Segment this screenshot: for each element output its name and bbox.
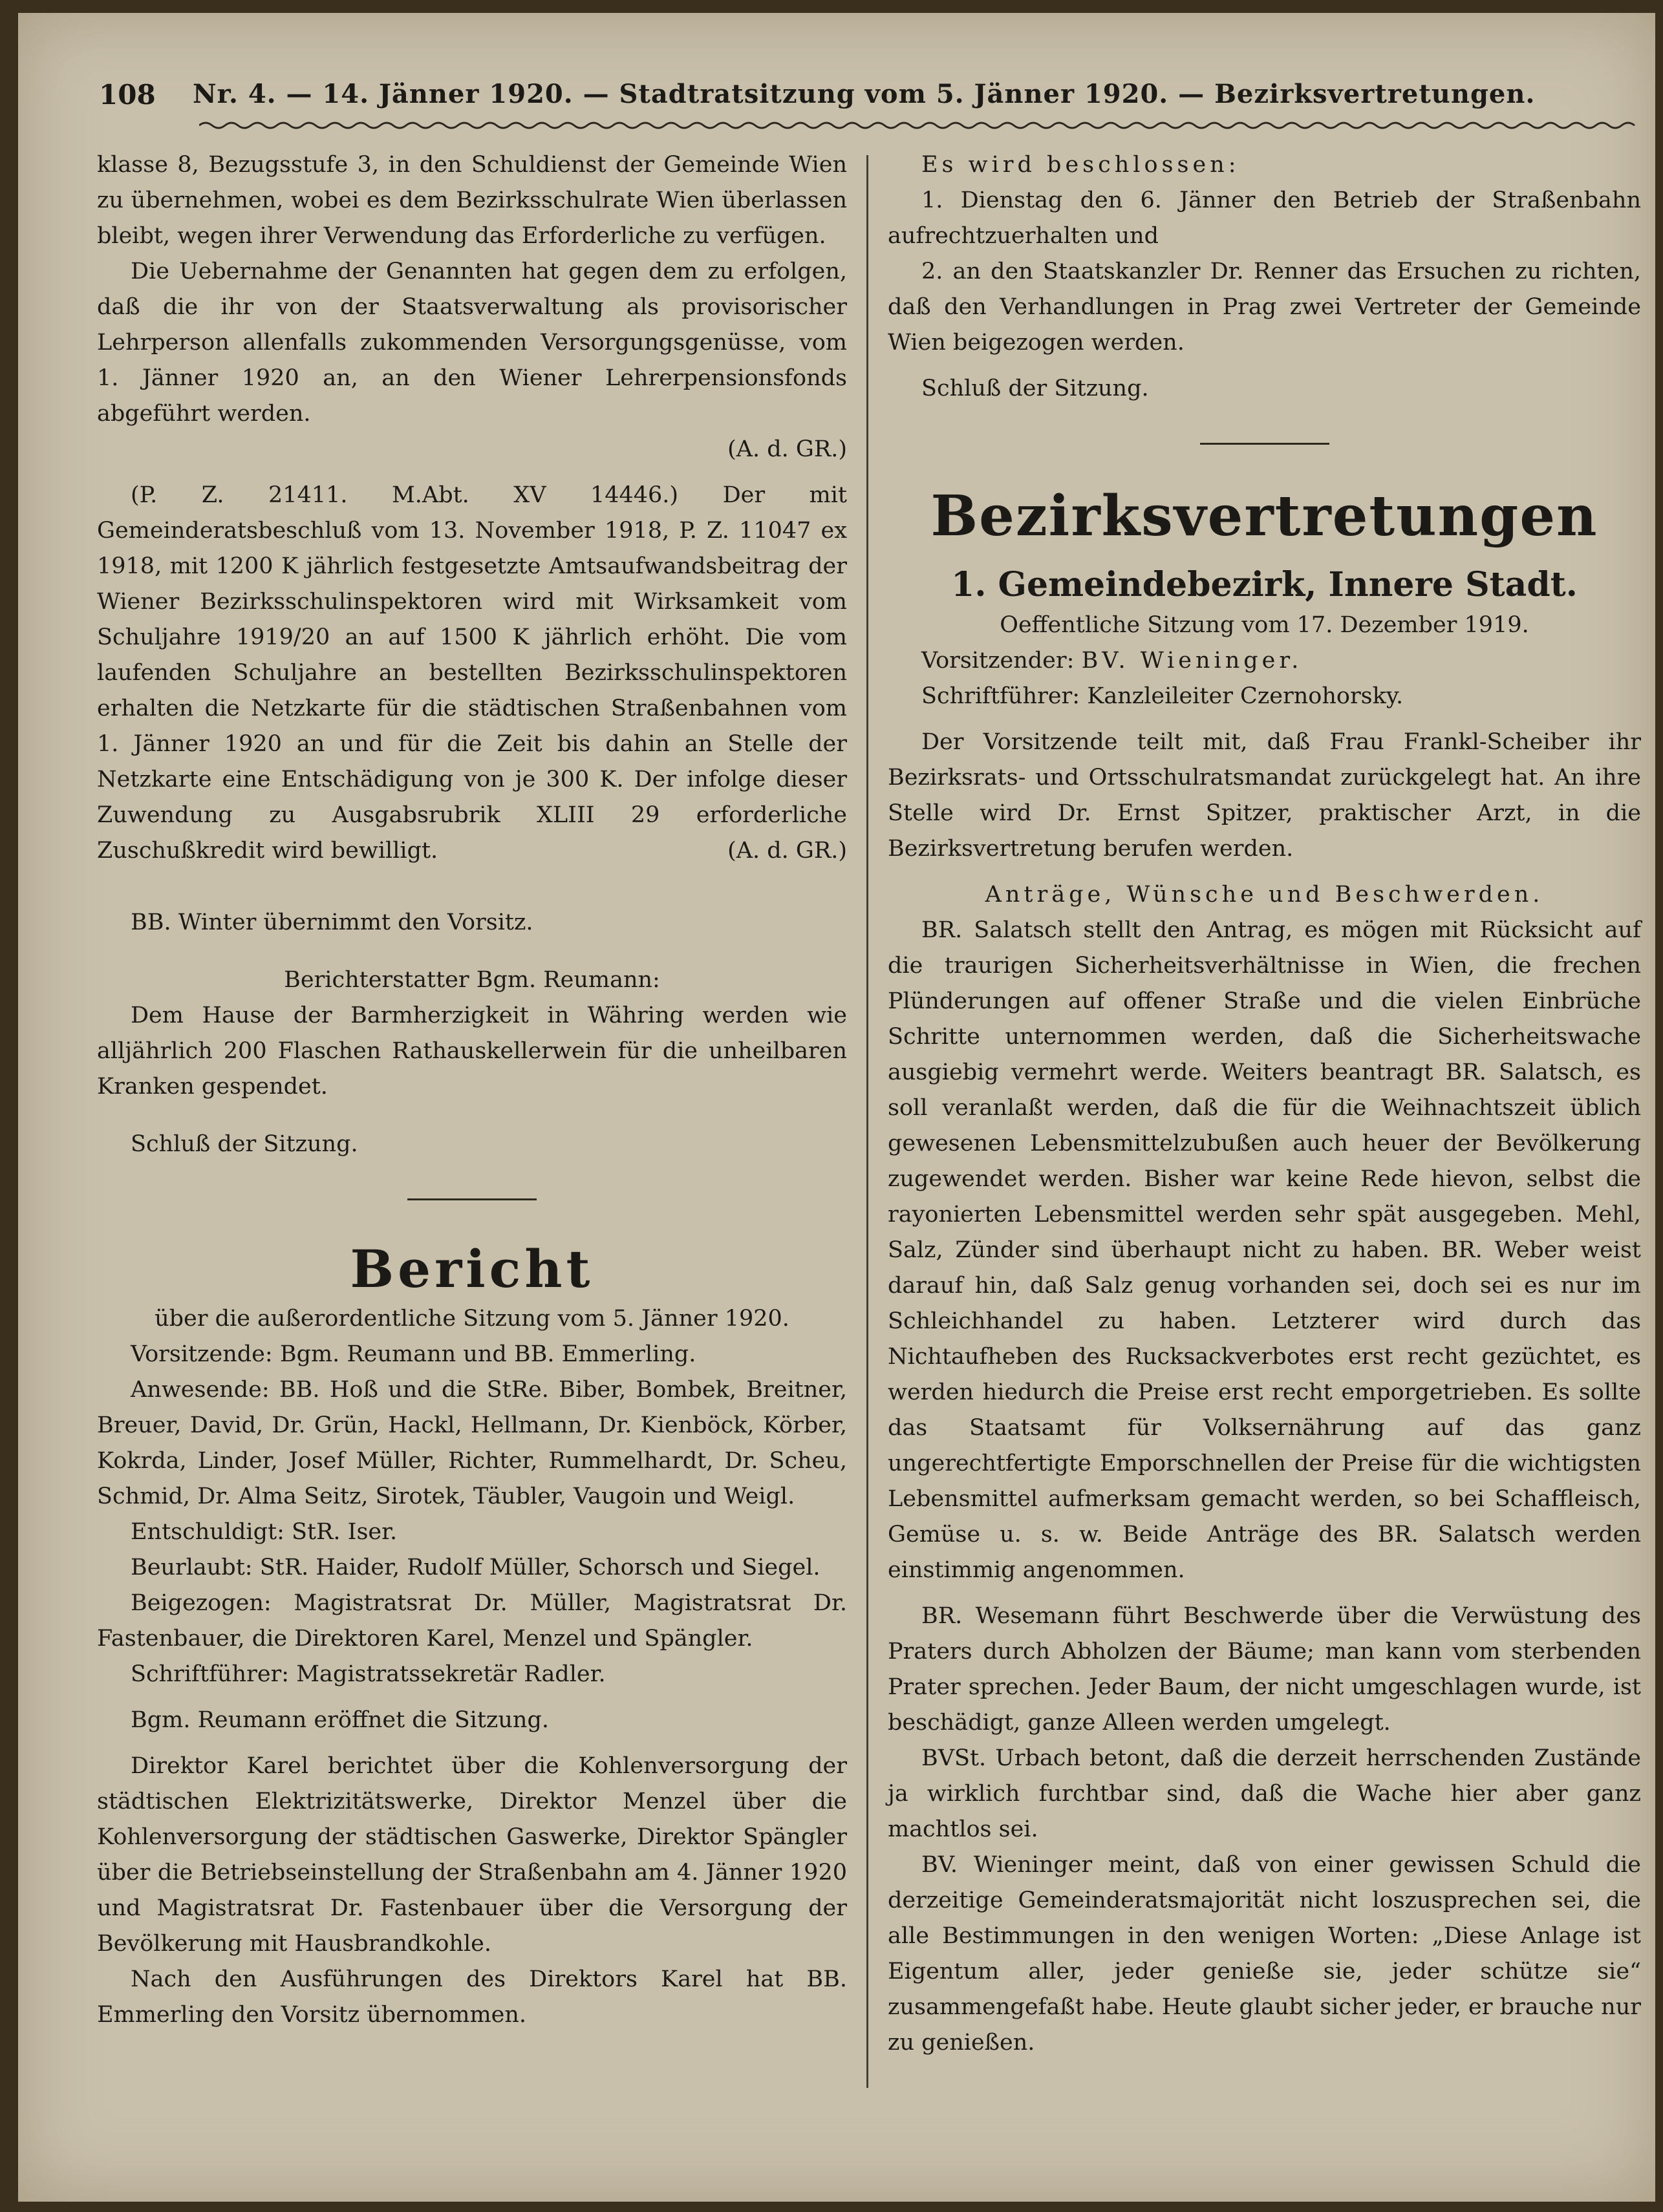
- column-divider: [866, 155, 868, 2088]
- value: Magistratssekretär Radler.: [296, 1661, 606, 1687]
- paragraph: BR. Salatsch stellt den Antrag, es mögen mit Rücksicht auf die traurigen Sicherheitsverhältnisse in Wien, die frechen Plünderungen auf offener Straße und die vielen Einbrüche Schritte unternommen werden, daß die Sicherheitswache ausgiebig vermehrt werde. Weiters beantragt BR. Salatsch, es soll veranlaßt werden, daß die für die Weihnachtszeit üblich gewesenen Lebensmittelzubußen auch heuer der Bevölkerung zugewendet werden. Bisher war keine Rede hievon, selbst die rayonierten Lebensmittel werden sehr spät ausgegeben. Mehl, Salz, Zünder sind überhaupt nicht zu haben. BR. Weber weist darauf hin, daß Salz genug vorhanden sei, doch sei es nur im Schleichhandel zu haben. Letzterer wird durch das Nichtaufheben des Rucksackverbotes erst recht gezüchtet, es werden hiedurch die Preise erst recht emporgetrieben. Es sollte das Staatsamt für Volksernährung auf das ganz ungerechtfertigte Emporschnellen der Preise für die wichtigsten Lebensmittel aufmerksam gemacht werden, so bei Schaffleisch, Gemüse u. s. w. Beide Anträge des BR. Salatsch werden einstimmig angenommen.: [888, 917, 1641, 1583]
- label: Schriftführer:: [131, 1661, 290, 1687]
- leave-line: [97, 1550, 847, 1586]
- paragraph-text: (P. Z. 21411. M.Abt. XV 14446.) Der mit Gemeinderatsbeschluß vom 13. November 1918, P. Z. 11047 ex 1918, mit 1200 K jährlich festgesetzte Amtsaufwandsbeitrag der Wiener Bezirksschulinspektoren wird mit Wirksamkeit vom Schuljahre 1919/20 an auf 1500 K jährlich erhöht. Die vom laufenden Schuljahre an bestellten Bezirksschulinspektoren erhalten die Netzkarte für die städtischen Straßenbahnen vom 1. Jänner 1920 an und für die Zeit bis dahin an Stelle der Netzkarte eine Entschädigung von je 300 K. Der infolge dieser Zuwendung zu Ausgabsrubrik XLIII 29 erforderliche Zuschußkredit wird bewilligt.: [97, 482, 847, 864]
- session-line: Oeffentliche Sitzung vom 17. Dezember 1919.: [1000, 612, 1529, 638]
- paragraph: BR. Wesemann führt Beschwerde über die Verwüstung des Praters durch Abholzen der Bäume; man kann vom sterbenden Prater sprechen. Jeder Baum, der nicht umgeschlagen wurde, ist beschädigt, ganze Alleen werden umgelegt.: [888, 1603, 1641, 1736]
- session-close: Schluß der Sitzung.: [921, 376, 1149, 401]
- report-title: Bericht: [350, 1239, 594, 1299]
- paragraph: Die Uebernahme der Genannten hat gegen dem zu erfolgen, daß die ihr von der Staatsverwaltung als provisorischer Lehrperson allenfalls zukommenden Versorgungsgenüsse, vom 1. Jänner 1920 an, an den Wiener Lehrerpensionsfonds abgeführt werden.: [97, 259, 847, 427]
- value: StR. Iser.: [292, 1519, 398, 1545]
- paragraph: BV. Wieninger meint, daß von einer gewissen Schuld die derzeitige Gemeinderatsmajorität nicht loszusprechen sei, die alle Bestimmungen in den wenigen Worten: „Diese Anlage ist Eigentum aller, jeder genieße sie, jeder schütze sie“ zusammengefaßt habe. Heute glaubt sicher jeder, er brauche nur zu genießen.: [888, 1852, 1641, 2056]
- paragraph: BB. Winter übernimmt den Vorsitz.: [131, 909, 533, 935]
- reference: (A. d. GR.): [727, 838, 847, 864]
- paragraph: klasse 8, Bezugsstufe 3, in den Schuldienst der Gemeinde Wien zu übernehmen, wobei es dem Bezirksschulrate Wien überlassen bleibt, wegen ihrer Verwendung das Erforderliche zu verfügen.: [97, 152, 847, 249]
- resolution-item: 2. an den Staatskanzler Dr. Renner das Ersuchen zu richten, daß den Verhandlungen in Prag zwei Vertreter der Gemeinde Wien beigezogen werden.: [888, 259, 1641, 356]
- chair-line: [888, 643, 1641, 679]
- paragraph: Direktor Karel berichtet über die Kohlenversorgung der städtischen Elektrizitätswerke, Direktor Menzel über die Kohlenversorgung der städtischen Gaswerke, Direktor Spängler über die Betriebseinstellung der Straßenbahn am 4. Jänner 1920 und Magistratsrat Dr. Fastenbauer über die Versorgung der Bevölkerung mit Hausbrandkohle.: [97, 1753, 847, 1957]
- secretary-line: [97, 1657, 847, 1692]
- present-line: [97, 1372, 847, 1515]
- label: Vorsitzender:: [921, 648, 1075, 674]
- excused-line: [97, 1515, 847, 1550]
- paragraph: Nach den Ausführungen des Direktors Karel hat BB. Emmerling den Vorsitz übernommen.: [97, 1966, 847, 2028]
- district-title: 1. Gemeindebezirk, Innere Stadt.: [951, 565, 1578, 604]
- wavy-rule: [199, 118, 1641, 133]
- motions-heading: Anträge, Wünsche und Beschwerden.: [985, 882, 1544, 908]
- value: StR. Haider, Rudolf Müller, Schorsch und Siegel.: [259, 1555, 821, 1580]
- paragraph: BVSt. Urbach betont, daß die derzeit herrschenden Zustände ja wirklich furchtbar sind, daß die Wache hier aber ganz machtlos sei.: [888, 1745, 1641, 1842]
- label: Anwesende:: [131, 1377, 270, 1403]
- running-title: Nr. 4. — 14. Jänner 1920. — Stadtratsitzung vom 5. Jänner 1920. — Bezirksvertretungen.: [193, 79, 1536, 109]
- session-close: Schluß der Sitzung.: [131, 1131, 358, 1157]
- label: Vorsitzende:: [131, 1341, 273, 1367]
- report-subtitle: über die außerordentliche Sitzung vom 5. Jänner 1920.: [155, 1306, 789, 1332]
- value: BB. Hoß und die StRe. Biber, Bombek, Breitner, Breuer, David, Dr. Grün, Hackl, Hellmann, Dr. Kienböck, Körber, Kokrda, Linder, Josef Müller, Richter, Rummelhardt, Dr. Scheu, Schmid, Dr. Alma Seitz, Sirotek, Täubler, Vaugoin und Weigl.: [97, 1377, 847, 1509]
- label: Beurlaubt:: [131, 1555, 253, 1580]
- page-header: [18, 59, 1655, 111]
- invited-line: [97, 1586, 847, 1657]
- label: Entschuldigt:: [131, 1519, 284, 1545]
- section-title: Bezirksvertretungen: [930, 484, 1598, 549]
- opening-line: Bgm. Reumann eröffnet die Sitzung.: [131, 1707, 549, 1733]
- value: Magistratsrat Dr. Müller, Magistratsrat Dr. Fastenbauer, die Direktoren Karel, Menzel und Spängler.: [97, 1590, 847, 1652]
- paragraph: Der Vorsitzende teilt mit, daß Frau Frankl-Scheiber ihr Bezirksrats- und Ortsschulratsmandat zurückgelegt hat. An ihre Stelle wird Dr. Ernst Spitzer, praktischer Arzt, in die Bezirksvertretung berufen werden.: [888, 729, 1641, 862]
- secretary-line: [888, 679, 1641, 714]
- reporter-line: Berichterstatter Bgm. Reumann:: [284, 967, 660, 993]
- right-column: [888, 147, 1641, 2061]
- page-number: 108: [99, 79, 156, 111]
- label: Schriftführer:: [921, 683, 1080, 709]
- value: Kanzleileiter Czernohorsky.: [1087, 683, 1404, 709]
- resolution-heading: Es wird beschlossen:: [921, 152, 1240, 178]
- resolution-item: 1. Dienstag den 6. Jänner den Betrieb der Straßenbahn aufrechtzuerhalten und: [888, 187, 1641, 249]
- value: Bgm. Reumann und BB. Emmerling.: [279, 1341, 696, 1367]
- left-column: [97, 147, 847, 2033]
- chair-line: [97, 1337, 847, 1372]
- newspaper-page: [18, 13, 1655, 2202]
- value: BV. Wieninger.: [1081, 648, 1303, 674]
- label: Beigezogen:: [131, 1590, 272, 1616]
- paragraph: Dem Hause der Barmherzigkeit in Währing werden wie alljährlich 200 Flaschen Rathauskellerwein für die unheilbaren Kranken gespendet.: [97, 1003, 847, 1100]
- paragraph: [97, 478, 847, 869]
- reference: (A. d. GR.): [727, 436, 847, 462]
